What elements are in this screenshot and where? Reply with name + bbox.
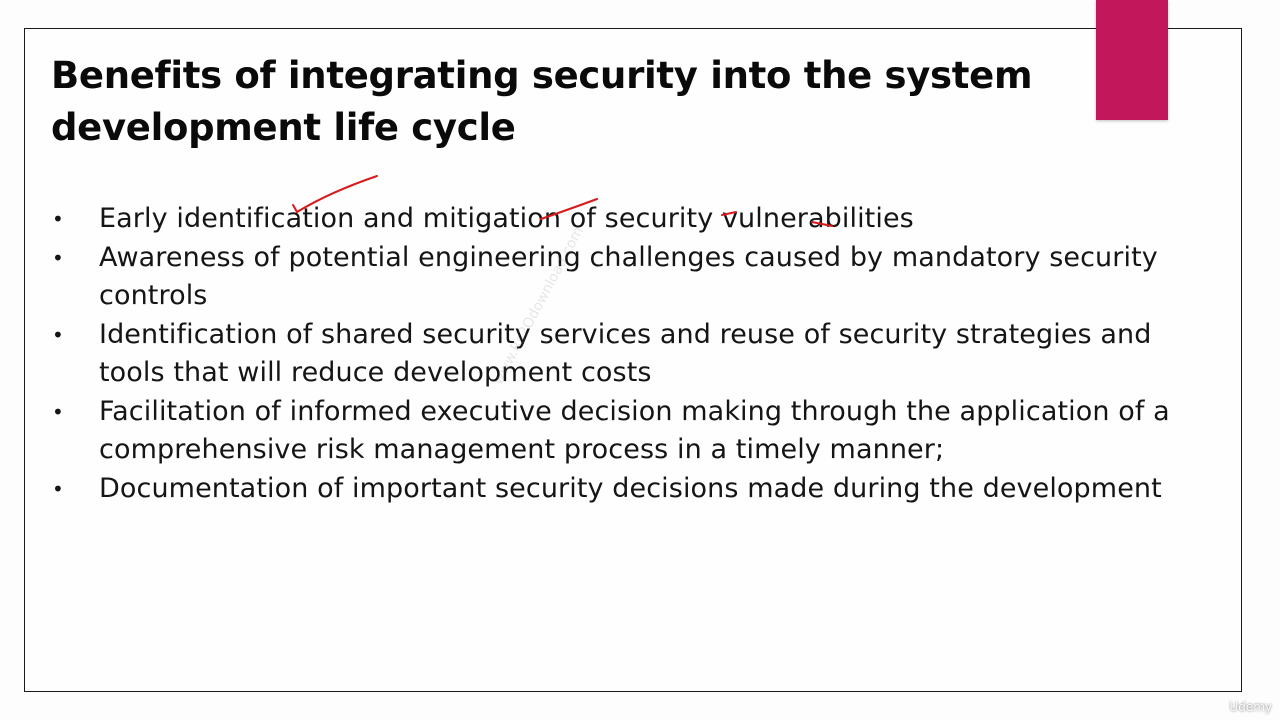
bullet-text: Facilitation of informed executive decision making through the application of a comprehensive risk management process in a timely manner; bbox=[99, 395, 1170, 465]
bullet-text: Documentation of important security decisions made during the development bbox=[99, 472, 1162, 504]
bullet-text: Early identification and mitigation of security vulnerabilities bbox=[99, 203, 914, 234]
bullet-item-documentation bbox=[51, 470, 1216, 509]
accent-tab bbox=[1096, 0, 1168, 120]
bullet-text: Awareness of potential engineering challenges caused by mandatory security controls bbox=[99, 241, 1158, 311]
slide-title-line-1: Benefits of integrating security into the system bbox=[51, 54, 1033, 97]
watermark: www.Rs2Odownload.com bbox=[490, 224, 587, 388]
slide-title-line-2: development life cycle bbox=[51, 106, 516, 149]
bullet-dot-icon: • bbox=[52, 207, 64, 231]
bullet-text: Identification of shared security services and reuse of security strategies and tools that will reduce development costs bbox=[99, 318, 1152, 388]
bullet-item-early-identification bbox=[51, 200, 1216, 239]
bullet-item-executive-decision bbox=[51, 393, 1216, 470]
bullet-item-shared-services bbox=[51, 316, 1216, 393]
bullet-item-awareness bbox=[51, 239, 1216, 316]
bullet-dot-icon: • bbox=[52, 322, 64, 347]
bullet-dot-icon: • bbox=[52, 476, 64, 501]
slide-title bbox=[51, 50, 1051, 154]
udemy-logo: Udemy bbox=[1229, 700, 1272, 714]
bullet-list bbox=[51, 200, 1216, 508]
bullet-dot-icon: • bbox=[52, 399, 64, 424]
bullet-dot-icon: • bbox=[52, 245, 64, 270]
